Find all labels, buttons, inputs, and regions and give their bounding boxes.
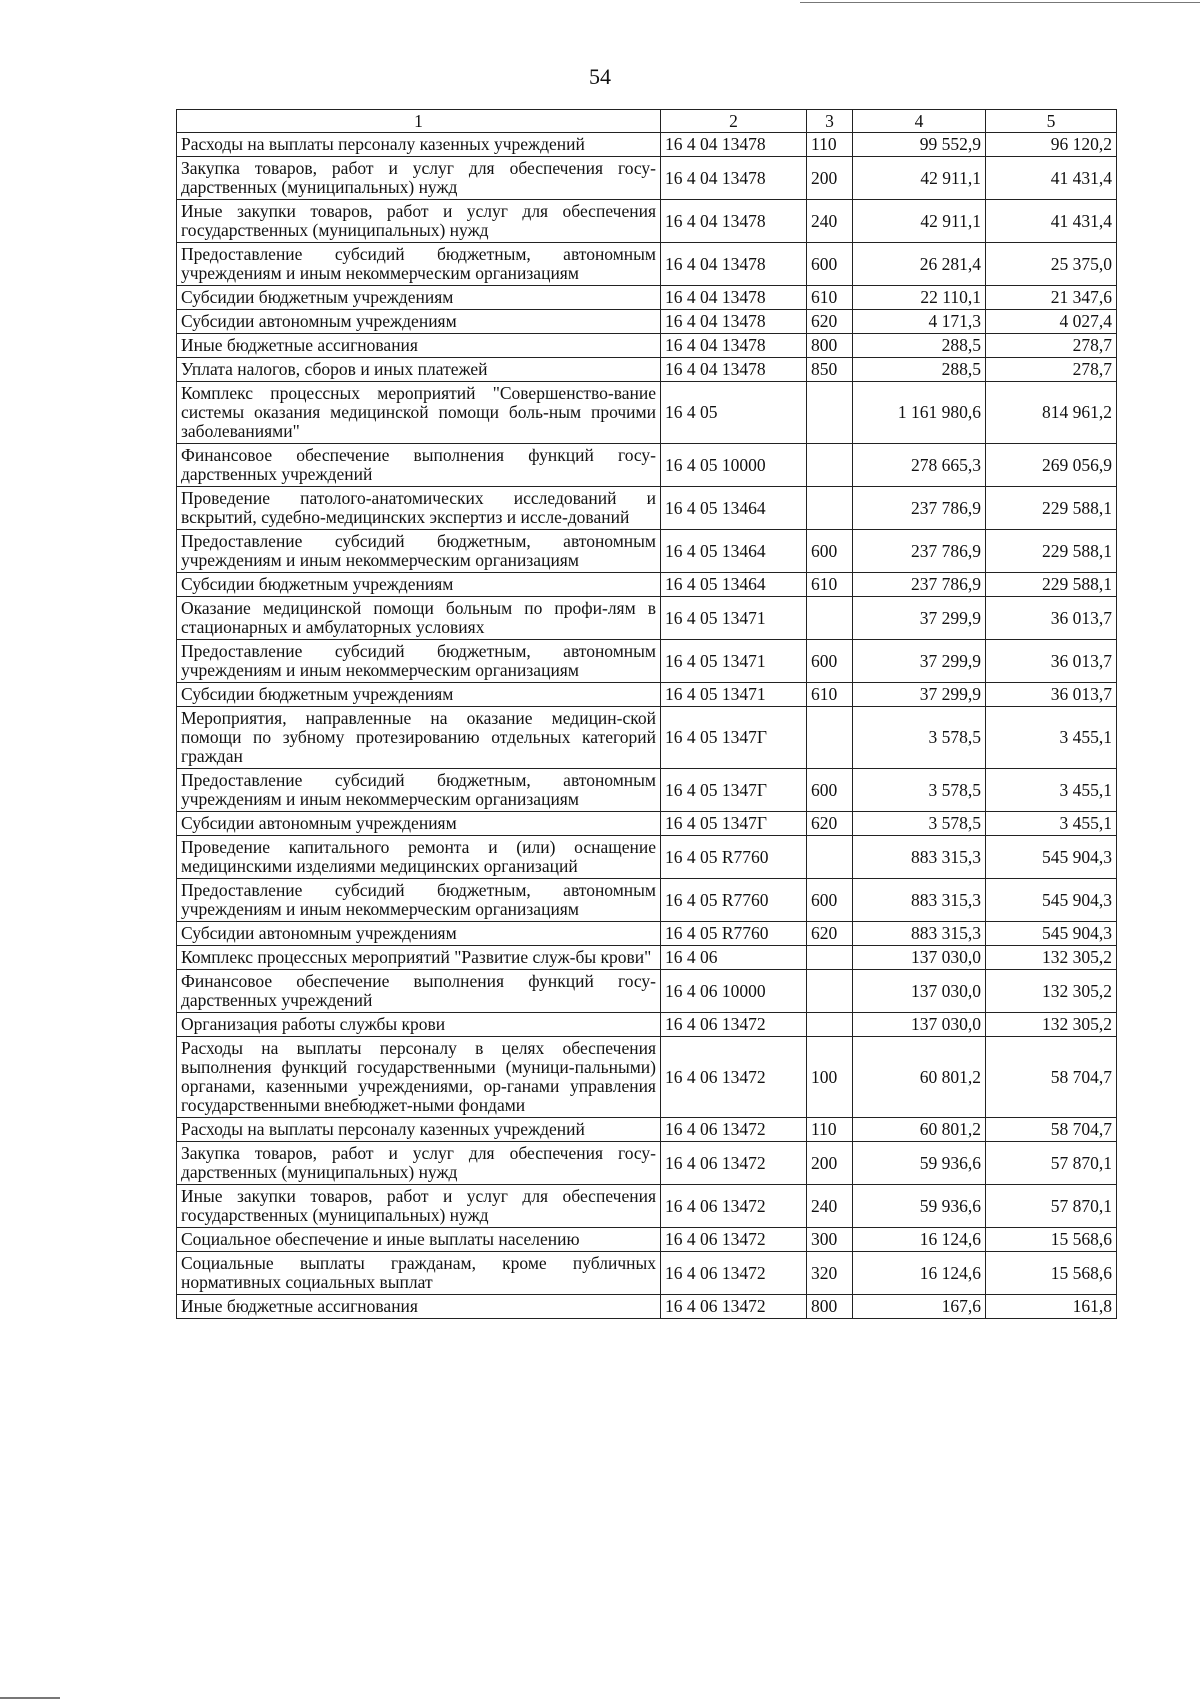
amount-col5-cell: 36 013,7	[986, 683, 1117, 707]
amount-col5-cell: 15 568,6	[986, 1228, 1117, 1252]
table-row	[177, 1185, 1117, 1228]
amount-col4-cell: 883 315,3	[853, 922, 986, 946]
target-code-cell: 16 4 04 13478	[661, 243, 807, 286]
amount-col4-cell: 16 124,6	[853, 1252, 986, 1295]
expense-type-cell: 110	[807, 1118, 853, 1142]
expense-type-cell: 320	[807, 1252, 853, 1295]
column-header: 1	[177, 110, 661, 133]
expense-type-cell: 600	[807, 530, 853, 573]
amount-col5-cell: 545 904,3	[986, 922, 1117, 946]
table-row	[177, 382, 1117, 444]
amount-col4-cell: 42 911,1	[853, 200, 986, 243]
amount-col4-cell: 883 315,3	[853, 879, 986, 922]
table-row	[177, 334, 1117, 358]
page-number: 54	[589, 64, 611, 89]
expense-type-cell: 610	[807, 683, 853, 707]
expense-type-cell: 600	[807, 243, 853, 286]
amount-col4-cell: 3 578,5	[853, 769, 986, 812]
expense-type-cell: 620	[807, 310, 853, 334]
expense-name-cell: Организация работы службы крови	[177, 1013, 661, 1037]
expense-name-cell: Предоставление субсидий бюджетным, автономным учреждениям и иным некоммерческим организациям	[177, 243, 661, 286]
expense-name-cell: Закупка товаров, работ и услуг для обеспечения госу-дарственных (муниципальных) нужд	[177, 157, 661, 200]
table-row	[177, 1252, 1117, 1295]
amount-col4-cell: 237 786,9	[853, 573, 986, 597]
amount-col4-cell: 59 936,6	[853, 1185, 986, 1228]
column-header: 2	[661, 110, 807, 133]
target-code-cell: 16 4 04 13478	[661, 133, 807, 157]
target-code-cell: 16 4 05 R7760	[661, 879, 807, 922]
target-code-cell: 16 4 05	[661, 382, 807, 444]
amount-col5-cell: 278,7	[986, 358, 1117, 382]
expense-type-cell	[807, 1013, 853, 1037]
expense-type-cell: 620	[807, 812, 853, 836]
amount-col5-cell: 814 961,2	[986, 382, 1117, 444]
target-code-cell: 16 4 06 13472	[661, 1185, 807, 1228]
table-row	[177, 836, 1117, 879]
table-row	[177, 200, 1117, 243]
expense-name-cell: Предоставление субсидий бюджетным, автономным учреждениям и иным некоммерческим организациям	[177, 879, 661, 922]
amount-col5-cell: 15 568,6	[986, 1252, 1117, 1295]
target-code-cell: 16 4 05 13471	[661, 683, 807, 707]
expense-type-cell: 200	[807, 157, 853, 200]
amount-col4-cell: 278 665,3	[853, 444, 986, 487]
amount-col5-cell: 545 904,3	[986, 879, 1117, 922]
expense-type-cell	[807, 946, 853, 970]
expense-name-cell: Субсидии бюджетным учреждениям	[177, 286, 661, 310]
amount-col5-cell: 25 375,0	[986, 243, 1117, 286]
amount-col5-cell: 132 305,2	[986, 1013, 1117, 1037]
target-code-cell: 16 4 06 13472	[661, 1228, 807, 1252]
table-row	[177, 1118, 1117, 1142]
target-code-cell: 16 4 05 1347Г	[661, 707, 807, 769]
expense-name-cell: Субсидии бюджетным учреждениям	[177, 573, 661, 597]
target-code-cell: 16 4 05 1347Г	[661, 769, 807, 812]
expense-name-cell: Комплекс процессных мероприятий "Развитие служ-бы крови"	[177, 946, 661, 970]
expense-type-cell: 610	[807, 573, 853, 597]
amount-col4-cell: 4 171,3	[853, 310, 986, 334]
amount-col5-cell: 161,8	[986, 1295, 1117, 1319]
target-code-cell: 16 4 05 10000	[661, 444, 807, 487]
expense-name-cell: Финансовое обеспечение выполнения функций госу-дарственных учреждений	[177, 444, 661, 487]
table-row	[177, 310, 1117, 334]
table-row	[177, 530, 1117, 573]
amount-col5-cell: 58 704,7	[986, 1037, 1117, 1118]
amount-col5-cell: 3 455,1	[986, 812, 1117, 836]
expense-type-cell: 240	[807, 1185, 853, 1228]
amount-col5-cell: 57 870,1	[986, 1185, 1117, 1228]
table-row	[177, 157, 1117, 200]
column-header: 3	[807, 110, 853, 133]
table-row	[177, 1013, 1117, 1037]
amount-col5-cell: 96 120,2	[986, 133, 1117, 157]
expense-type-cell: 800	[807, 334, 853, 358]
expense-name-cell: Мероприятия, направленные на оказание медицин-ской помощи по зубному протезированию отдельных категорий граждан	[177, 707, 661, 769]
amount-col5-cell: 269 056,9	[986, 444, 1117, 487]
amount-col5-cell: 278,7	[986, 334, 1117, 358]
target-code-cell: 16 4 04 13478	[661, 286, 807, 310]
table-row	[177, 812, 1117, 836]
expense-type-cell: 850	[807, 358, 853, 382]
amount-col4-cell: 37 299,9	[853, 640, 986, 683]
amount-col4-cell: 137 030,0	[853, 1013, 986, 1037]
target-code-cell: 16 4 06 13472	[661, 1037, 807, 1118]
table-row	[177, 970, 1117, 1013]
expense-type-cell: 110	[807, 133, 853, 157]
expense-type-cell: 600	[807, 879, 853, 922]
table-row	[177, 243, 1117, 286]
expense-type-cell	[807, 707, 853, 769]
amount-col4-cell: 22 110,1	[853, 286, 986, 310]
target-code-cell: 16 4 06	[661, 946, 807, 970]
amount-col4-cell: 37 299,9	[853, 597, 986, 640]
table-row	[177, 946, 1117, 970]
expense-name-cell: Предоставление субсидий бюджетным, автономным учреждениям и иным некоммерческим организациям	[177, 530, 661, 573]
amount-col5-cell: 36 013,7	[986, 597, 1117, 640]
target-code-cell: 16 4 05 13471	[661, 640, 807, 683]
amount-col5-cell: 58 704,7	[986, 1118, 1117, 1142]
table-row	[177, 769, 1117, 812]
table-row	[177, 879, 1117, 922]
table-row	[177, 358, 1117, 382]
amount-col5-cell: 4 027,4	[986, 310, 1117, 334]
expense-type-cell: 600	[807, 640, 853, 683]
target-code-cell: 16 4 04 13478	[661, 200, 807, 243]
expense-name-cell: Субсидии бюджетным учреждениям	[177, 683, 661, 707]
expense-type-cell: 600	[807, 769, 853, 812]
expense-name-cell: Субсидии автономным учреждениям	[177, 812, 661, 836]
expense-name-cell: Иные закупки товаров, работ и услуг для обеспечения государственных (муниципальных) нужд	[177, 1185, 661, 1228]
expense-type-cell: 100	[807, 1037, 853, 1118]
table-row	[177, 1228, 1117, 1252]
expense-name-cell: Уплата налогов, сборов и иных платежей	[177, 358, 661, 382]
target-code-cell: 16 4 05 13464	[661, 573, 807, 597]
expense-type-cell: 300	[807, 1228, 853, 1252]
expense-type-cell	[807, 444, 853, 487]
target-code-cell: 16 4 06 13472	[661, 1118, 807, 1142]
target-code-cell: 16 4 05 R7760	[661, 922, 807, 946]
amount-col4-cell: 137 030,0	[853, 946, 986, 970]
amount-col4-cell: 3 578,5	[853, 707, 986, 769]
expense-name-cell: Финансовое обеспечение выполнения функций госу-дарственных учреждений	[177, 970, 661, 1013]
table-row	[177, 640, 1117, 683]
target-code-cell: 16 4 05 13464	[661, 530, 807, 573]
expense-type-cell: 200	[807, 1142, 853, 1185]
expense-name-cell: Предоставление субсидий бюджетным, автономным учреждениям и иным некоммерческим организациям	[177, 640, 661, 683]
table-row	[177, 573, 1117, 597]
expense-type-cell: 800	[807, 1295, 853, 1319]
scan-edge-top	[800, 2, 1200, 3]
table-row	[177, 444, 1117, 487]
expense-type-cell: 240	[807, 200, 853, 243]
table-row	[177, 1142, 1117, 1185]
amount-col5-cell: 229 588,1	[986, 530, 1117, 573]
expense-name-cell: Субсидии автономным учреждениям	[177, 922, 661, 946]
amount-col5-cell: 57 870,1	[986, 1142, 1117, 1185]
amount-col5-cell: 229 588,1	[986, 487, 1117, 530]
expense-type-cell	[807, 597, 853, 640]
expense-type-cell	[807, 836, 853, 879]
expense-name-cell: Проведение патолого-анатомических исследований и вскрытий, судебно-медицинских экспертиз и иссле-дований	[177, 487, 661, 530]
expense-name-cell: Иные бюджетные ассигнования	[177, 334, 661, 358]
expense-name-cell: Социальные выплаты гражданам, кроме публичных нормативных социальных выплат	[177, 1252, 661, 1295]
target-code-cell: 16 4 04 13478	[661, 310, 807, 334]
amount-col5-cell: 41 431,4	[986, 200, 1117, 243]
amount-col5-cell: 21 347,6	[986, 286, 1117, 310]
amount-col4-cell: 26 281,4	[853, 243, 986, 286]
amount-col5-cell: 41 431,4	[986, 157, 1117, 200]
amount-col4-cell: 3 578,5	[853, 812, 986, 836]
table-row	[177, 683, 1117, 707]
target-code-cell: 16 4 05 13464	[661, 487, 807, 530]
table-row	[177, 597, 1117, 640]
amount-col5-cell: 3 455,1	[986, 707, 1117, 769]
expense-name-cell: Расходы на выплаты персоналу казенных учреждений	[177, 1118, 661, 1142]
amount-col4-cell: 167,6	[853, 1295, 986, 1319]
amount-col4-cell: 59 936,6	[853, 1142, 986, 1185]
amount-col4-cell: 288,5	[853, 358, 986, 382]
table-row	[177, 922, 1117, 946]
target-code-cell: 16 4 06 10000	[661, 970, 807, 1013]
table-row	[177, 487, 1117, 530]
amount-col4-cell: 99 552,9	[853, 133, 986, 157]
amount-col4-cell: 1 161 980,6	[853, 382, 986, 444]
target-code-cell: 16 4 05 1347Г	[661, 812, 807, 836]
table-row	[177, 1037, 1117, 1118]
scan-edge-bottom	[0, 1697, 60, 1699]
amount-col4-cell: 60 801,2	[853, 1037, 986, 1118]
target-code-cell: 16 4 04 13478	[661, 157, 807, 200]
amount-col5-cell: 545 904,3	[986, 836, 1117, 879]
expense-name-cell: Расходы на выплаты персоналу в целях обеспечения выполнения функций государственными (муници-пальными) органами, казенными учреждениями, ор-ганами управления государственными внебюджет-ными фондами	[177, 1037, 661, 1118]
budget-table	[176, 109, 1117, 1319]
amount-col4-cell: 288,5	[853, 334, 986, 358]
expense-name-cell: Субсидии автономным учреждениям	[177, 310, 661, 334]
target-code-cell: 16 4 06 13472	[661, 1295, 807, 1319]
target-code-cell: 16 4 04 13478	[661, 358, 807, 382]
expense-name-cell: Иные закупки товаров, работ и услуг для обеспечения государственных (муниципальных) нужд	[177, 200, 661, 243]
amount-col5-cell: 229 588,1	[986, 573, 1117, 597]
expense-type-cell	[807, 970, 853, 1013]
amount-col5-cell: 132 305,2	[986, 970, 1117, 1013]
table-row	[177, 133, 1117, 157]
target-code-cell: 16 4 04 13478	[661, 334, 807, 358]
expense-name-cell: Иные бюджетные ассигнования	[177, 1295, 661, 1319]
amount-col4-cell: 16 124,6	[853, 1228, 986, 1252]
amount-col4-cell: 42 911,1	[853, 157, 986, 200]
expense-type-cell	[807, 487, 853, 530]
expense-type-cell: 620	[807, 922, 853, 946]
target-code-cell: 16 4 06 13472	[661, 1013, 807, 1037]
amount-col4-cell: 237 786,9	[853, 487, 986, 530]
header-row	[177, 110, 1117, 133]
amount-col4-cell: 137 030,0	[853, 970, 986, 1013]
expense-name-cell: Расходы на выплаты персоналу казенных учреждений	[177, 133, 661, 157]
amount-col4-cell: 37 299,9	[853, 683, 986, 707]
target-code-cell: 16 4 05 R7760	[661, 836, 807, 879]
expense-name-cell: Проведение капитального ремонта и (или) оснащение медицинскими изделиями медицинских организаций	[177, 836, 661, 879]
expense-name-cell: Закупка товаров, работ и услуг для обеспечения госу-дарственных (муниципальных) нужд	[177, 1142, 661, 1185]
expense-type-cell	[807, 382, 853, 444]
column-header: 5	[986, 110, 1117, 133]
column-header: 4	[853, 110, 986, 133]
table-row	[177, 707, 1117, 769]
amount-col4-cell: 237 786,9	[853, 530, 986, 573]
amount-col4-cell: 883 315,3	[853, 836, 986, 879]
amount-col5-cell: 132 305,2	[986, 946, 1117, 970]
expense-type-cell: 610	[807, 286, 853, 310]
expense-name-cell: Социальное обеспечение и иные выплаты населению	[177, 1228, 661, 1252]
target-code-cell: 16 4 06 13472	[661, 1142, 807, 1185]
amount-col5-cell: 36 013,7	[986, 640, 1117, 683]
target-code-cell: 16 4 06 13472	[661, 1252, 807, 1295]
expense-name-cell: Оказание медицинской помощи больным по профи-лям в стационарных и амбулаторных условиях	[177, 597, 661, 640]
table-row	[177, 1295, 1117, 1319]
expense-name-cell: Комплекс процессных мероприятий "Совершенство-вание системы оказания медицинской помощи боль-ным прочими заболеваниями"	[177, 382, 661, 444]
expense-name-cell: Предоставление субсидий бюджетным, автономным учреждениям и иным некоммерческим организациям	[177, 769, 661, 812]
target-code-cell: 16 4 05 13471	[661, 597, 807, 640]
table-row	[177, 286, 1117, 310]
amount-col4-cell: 60 801,2	[853, 1118, 986, 1142]
amount-col5-cell: 3 455,1	[986, 769, 1117, 812]
